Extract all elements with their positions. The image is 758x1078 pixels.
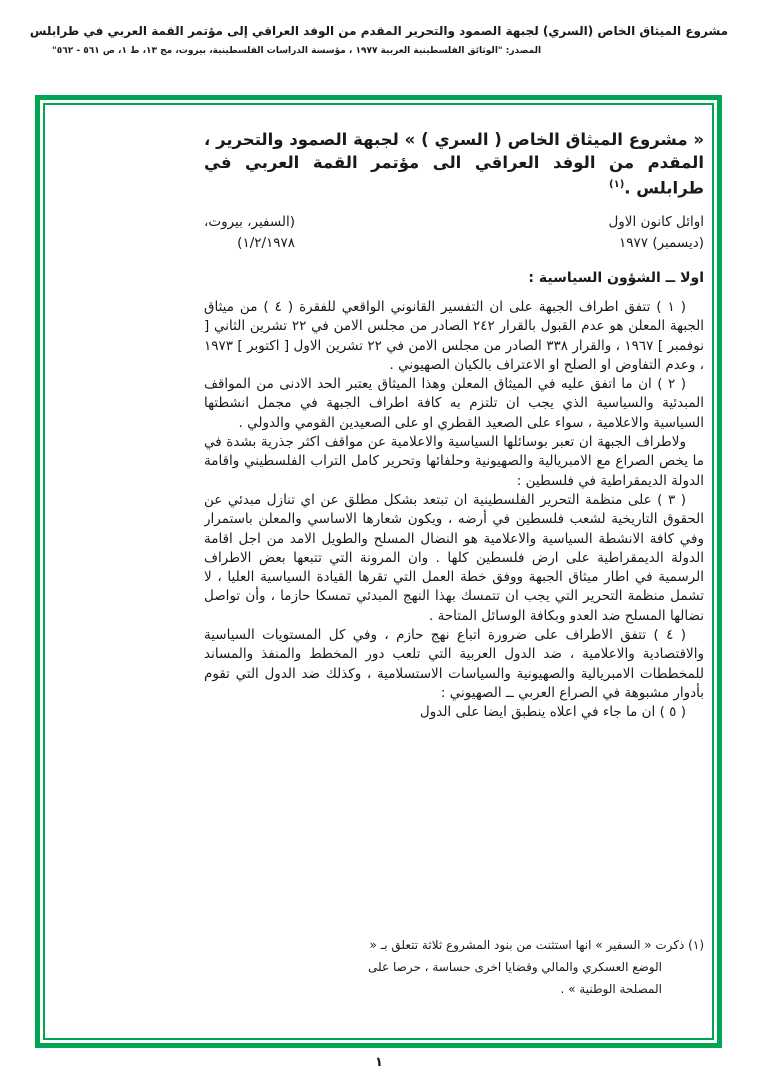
dateline-date (608, 212, 704, 254)
dateline-date-line2: (ديسمبر) ١٩٧٧ (619, 235, 704, 251)
footnote-ref-mark: (١) (609, 179, 625, 190)
paragraph-4: ( ٣ ) على منظمة التحرير الفلسطينية ان تبتعد بشكل مطلق عن اي تنازل مبدئي عن الحقوق التاريخية لشعب فلسطين في أرضه ، ويكون شعارها الاساسي والمعلن باستمرار وفي كافة الانشطة السياسية والاعلامية هو النضال المسلح والطويل الامد من اجل اقامة الدولة الديمقراطية على ارض فلسطين كلها . وان المرونة التي تتبعها بعض الاطراف الرسمية في اطار ميثاق الجبهة ووفق خطة العمل التي تقرها القيادة السياسية العليا ، لا تشمل منظمة التحرير التي يجب ان تتمسك بهذا النهج المبدئي تمسكا حازما ، وأن تواصل نضالها المسلح ضد العدو وبكافة الوسائل المتاحة . (204, 491, 704, 624)
dateline-citation-line2: ١/٢/١٩٧٨) (237, 235, 296, 251)
document-title (204, 129, 704, 200)
paragraph-3: ولاطراف الجبهة ان تعبر بوسائلها السياسية والاعلامية عن مواقف اكثر جذرية بشدة في ما يخص الصراع مع الامبريالية والصهيونية وحلفائها وتحرير كامل التراب الفلسطيني واقامة الدولة الديمقراطية في فلسطين : (204, 434, 704, 489)
paragraph-6: ( ٥ ) ان ما جاء في اعلاه ينطبق ايضا على الدول (419, 704, 686, 721)
footnote: (١) ذكرت « السفير » انها استثنت من بنود المشروع ثلاثة تتعلق بـ « الوضع العسكري والمالي وقضايا اخرى حساسة ، حرصا على المصلحة الوطنية » . (368, 938, 704, 996)
green-frame-outer (35, 95, 722, 1048)
document-flow (204, 129, 704, 723)
page-header (28, 24, 730, 56)
dateline-citation-line1: (السفير، بيروت، (204, 214, 296, 230)
dateline-date-line1: اوائل كانون الاول (608, 214, 704, 230)
paragraph-2: ( ٢ ) ان ما اتفق عليه في الميثاق المعلن وهذا الميثاق يعتبر الحد الادنى من المواقف المبدئية والسياسية الذي يجب ان تلتزم به كافة اطراف الجبهة في مجمل انشطتها السياسية والاعلامية ، سواء على الصعيد القطري او على الصعيدين القومي والدولي . (204, 376, 704, 431)
document-source-line: المصدر: "الوثائق الفلسطينية العربية ١٩٧٧ ، مؤسسة الدراسات الفلسطينية، بيروت، مج ١٣، ط ١، ص ٥٦١ - ٥٦٢" (52, 46, 542, 56)
green-frame-inner (43, 103, 714, 1040)
paragraph-1: ( ١ ) تتفق اطراف الجبهة على ان التفسير القانوني الواقعي للفقرة ( ٤ ) من ميثاق الجبهة المعلن هو عدم القبول بالقرار ٢٤٢ الصادر من مجلس الامن في ٢٢ تشرين الثاني [ نوفمبر ] ١٩٦٧ ، والقرار ٣٣٨ الصادر من مجلس الامن في ٢٢ تشرين الاول [ اكتوبر ] ١٩٧٣ ، وعدم التفاوض او الصلح او الاعتراف بالكيان الصهيوني . (204, 299, 704, 373)
paragraph-5: ( ٤ ) تتفق الاطراف على ضرورة اتباع نهج حازم ، وفي كل المستويات السياسية والاقتصادية والاعلامية ، ضد الدول العربية التي تلعب دور المخطط والمنفذ والمساند للمخططات الامبريالية والصهيونية والسياسات الاستسلامية ، وكذلك ضد الدول التي تقوم بأدوار مشبوهة في الصراع العربي ــ الصهيوني : (204, 627, 704, 701)
document-body (204, 129, 704, 1028)
document-title-text: « مشروع الميثاق الخاص ( السري ) » لجبهة الصمود والتحرير ، المقدم من الوفد العراقي الى مؤتمر القمة العربي في طرابلس . (204, 130, 704, 198)
dateline-row (204, 212, 704, 254)
page-number: ١ (375, 1055, 383, 1070)
dateline-citation (204, 212, 295, 254)
document-header-title: مشروع الميثاق الخاص (السري) لجبهة الصمود والتحرير المقدم من الوفد العراقي إلى مؤتمر القمة العربي في طرابلس (29, 24, 729, 38)
section-heading-political-affairs: اولا ــ الشؤون السياسية : (528, 270, 704, 286)
